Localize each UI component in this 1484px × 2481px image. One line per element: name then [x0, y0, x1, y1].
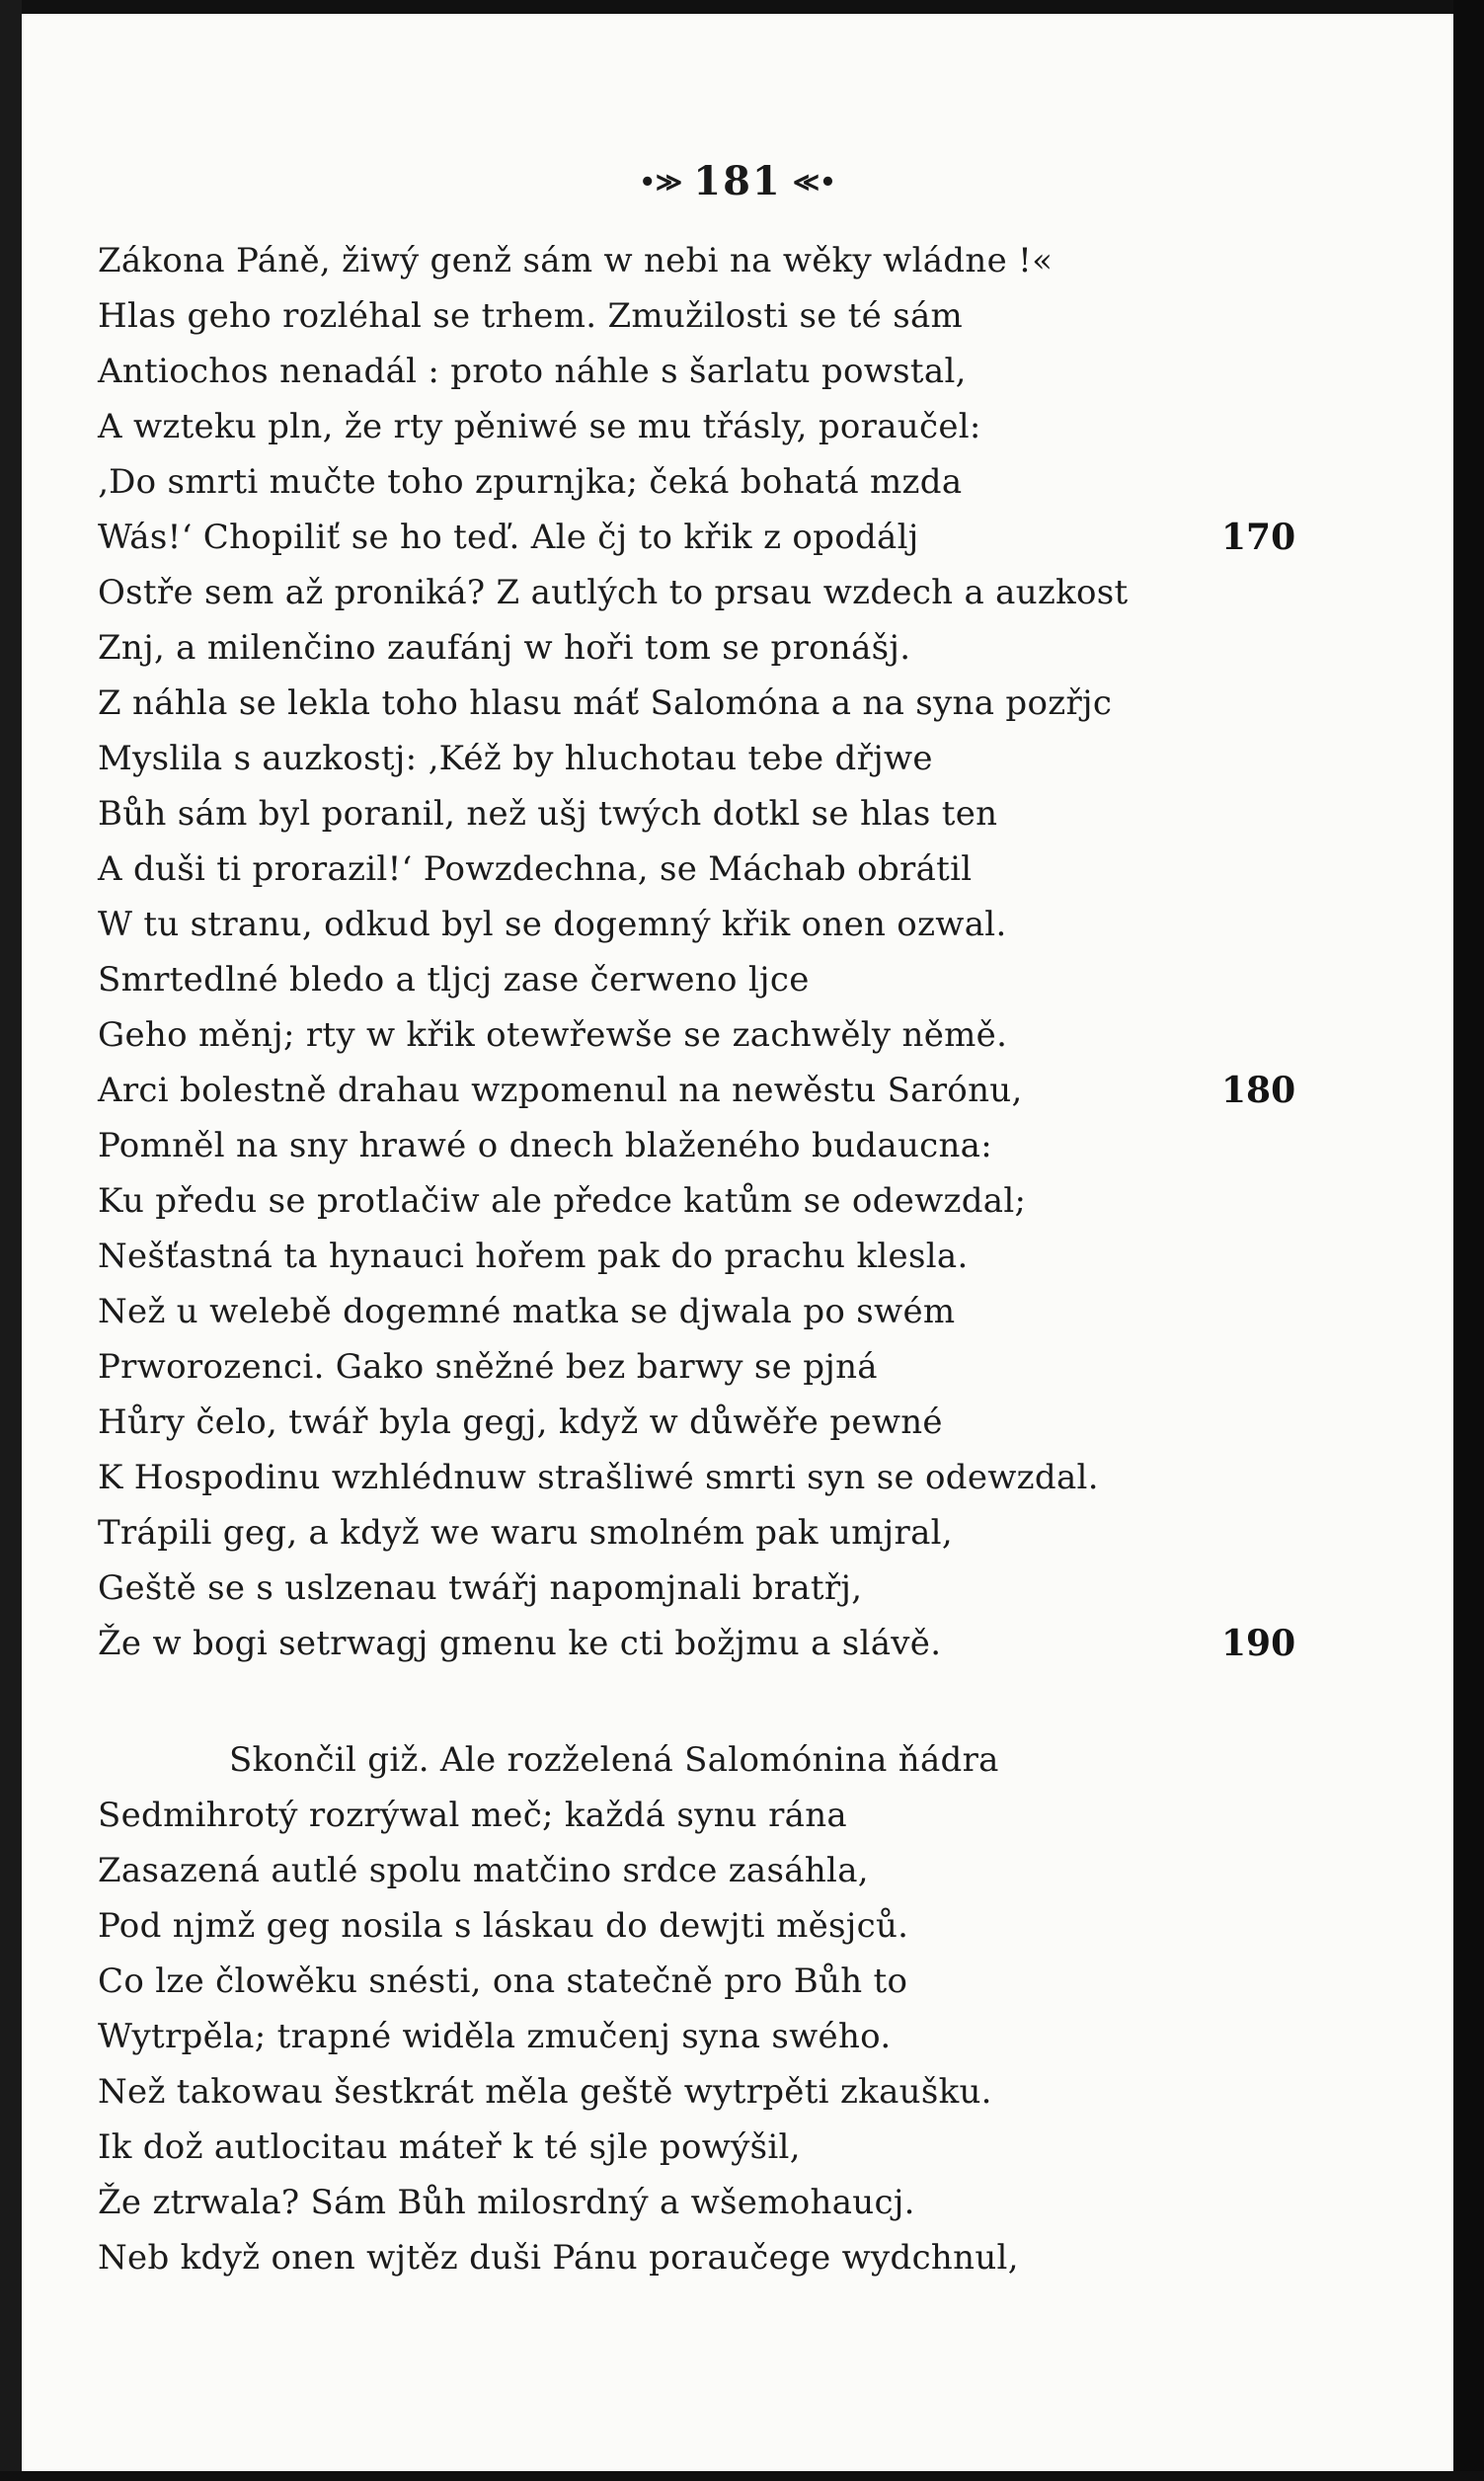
page-number: 181: [693, 158, 782, 204]
verse-line: Pod njmž geg nosila s láskau do dewjti měsjců.: [98, 1906, 909, 1946]
verse-line: Geho měnj; rty w křik otewřewše se zachwěly němě.: [98, 1015, 1008, 1055]
line-number: 190: [1221, 1623, 1296, 1664]
verse-line: Že w bogi setrwagj gmenu ke cti božjmu a slávě.: [98, 1624, 942, 1663]
verse-line: Než takowau šestkrát měla geště wytrpěti zkaušku.: [98, 2072, 992, 2112]
scan-left-edge: [0, 0, 22, 2481]
verse-line: Smrtedlné bledo a tljcj zase čerweno ljce: [98, 960, 810, 1000]
ornament-right: ≪•: [792, 168, 836, 198]
verse-line: Wytrpěla; trapné widěla zmučenj syna swého.: [98, 2017, 892, 2056]
verse-line: Myslila s auzkostj: ‚Kéž by hluchotau tebe dřjwe: [98, 739, 933, 778]
verse-line: Hlas geho rozléhal se trhem. Zmužilosti se té sám: [98, 296, 964, 336]
verse-line: Z náhla se lekla toho hlasu máť Salomóna a na syna pozřjc: [98, 683, 1113, 723]
verse-line: Pomněl na sny hrawé o dnech blaženého budaucna:: [98, 1126, 993, 1165]
scan-top-edge: [0, 0, 1484, 14]
verse-line: W tu stranu, odkud byl se dogemný křik onen ozwal.: [98, 905, 1007, 944]
verse-line: K Hospodinu wzhlédnuw strašliwé smrti syn se odewzdal.: [98, 1458, 1099, 1497]
verse-line: Arci bolestně drahau wzpomenul na newěstu Sarónu,: [98, 1071, 1023, 1110]
verse-line: Trápili geg, a když we waru smolném pak umjral,: [98, 1513, 953, 1553]
verse-line: Neb když onen wjtěz duši Pánu poraučege wydchnul,: [98, 2238, 1019, 2278]
verse-line: Skončil giž. Ale rozželená Salomónina ňádra: [229, 1740, 999, 1780]
verse-line: Geště se s uslzenau twářj napomjnali bratřj,: [98, 1568, 863, 1608]
page-header: [22, 158, 1453, 204]
verse-line: ‚Do smrti mučte toho zpurnjka; čeká bohatá mzda: [98, 462, 963, 502]
verse-line: Sedmihrotý rozrýwal meč; každá synu rána: [98, 1796, 847, 1835]
verse-line: Že ztrwala? Sám Bůh milosrdný a wšemohaucj.: [98, 2183, 915, 2222]
line-number: 180: [1221, 1070, 1296, 1111]
verse-line: Ik dož autlocitau máteř k té sjle powýšil,: [98, 2127, 801, 2167]
verse-line: A duši ti prorazil!‘ Powzdechna, se Máchab obrátil: [98, 849, 973, 889]
verse-line: Hůry čelo, twář byla gegj, když w důwěře pewné: [98, 1402, 943, 1442]
verse-line: Antiochos nenadál : proto náhle s šarlatu powstal,: [98, 352, 967, 391]
line-number: 170: [1221, 517, 1296, 558]
verse-line: A wzteku pln, že rty pěniwé se mu třásly, poraučel:: [98, 407, 981, 446]
scan-bottom-edge: [0, 2471, 1484, 2481]
verse-line: Zasazená autlé spolu matčino srdce zasáhla,: [98, 1851, 869, 1890]
verse-line: Znj, a milenčino zaufánj w hoři tom se pronášj.: [98, 628, 911, 668]
verse-line: Ku předu se protlačiw ale předce katům se odewzdal;: [98, 1181, 1027, 1221]
verse-line: Wás!‘ Chopiliť se ho teď. Ale čj to křik z opodálj: [98, 518, 919, 557]
verse-line: Ostře sem až proniká? Z autlých to prsau wzdech a auzkost: [98, 573, 1129, 612]
verse-line: Nešťastná ta hynauci hořem pak do prachu klesla.: [98, 1237, 969, 1276]
verse-line: Bůh sám byl poranil, než ušj twých dotkl se hlas ten: [98, 794, 998, 834]
verse-line: Než u welebě dogemné matka se djwala po swém: [98, 1292, 956, 1331]
book-page: [22, 14, 1453, 2473]
verse-line: Zákona Páně, žiwý genž sám w nebi na wěky wládne !«: [98, 241, 1054, 280]
verse-line: Prworozenci. Gako sněžné bez barwy se pjná: [98, 1347, 878, 1387]
verse-line: Co lze člowěku snésti, ona statečně pro Bůh to: [98, 1961, 908, 2001]
ornament-left: •≫: [639, 168, 683, 198]
scan-right-edge: [1453, 0, 1484, 2481]
